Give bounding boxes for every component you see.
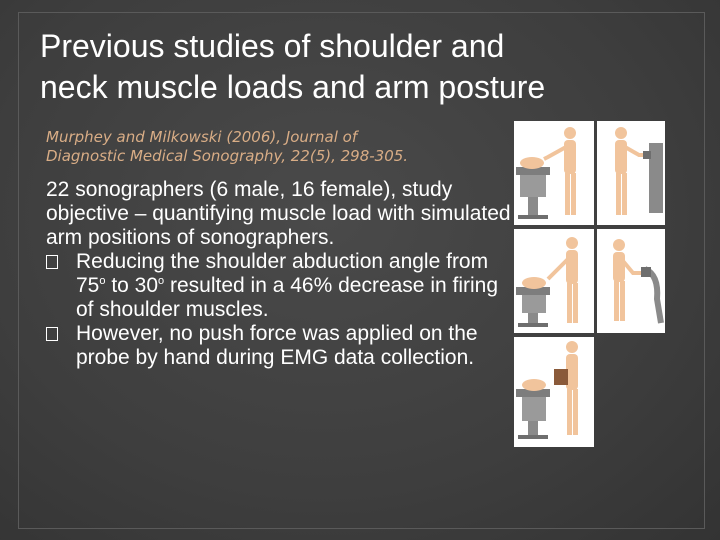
degree-superscript-1: o (99, 275, 106, 287)
posture-figure-1-side (514, 121, 594, 225)
posture-figure-2-front (597, 229, 665, 333)
checkbox-bullet-icon (46, 327, 58, 341)
title-line-1: Previous studies of shoulder and (40, 28, 505, 64)
posture-figure-3-side (514, 337, 594, 447)
bullet-2-text: However, no push force was applied on the probe by hand during EMG data collection. (76, 322, 478, 369)
bullet-item-2 (46, 322, 516, 370)
citation-line-1: Murphey and Milkowski (2006), Journal of (46, 128, 358, 146)
degree-superscript-2: o (158, 275, 165, 287)
bullet-1-text-b: to 30 (105, 274, 159, 297)
title-line-2: neck muscle loads and arm posture (40, 69, 546, 105)
intro-paragraph: 22 sonographers (6 male, 16 female), study objective – quantifying muscle load with simulated arm positions of sonographers. (46, 178, 511, 249)
posture-figure-1-front (597, 121, 665, 225)
checkbox-bullet-icon (46, 255, 58, 269)
body-text (46, 178, 516, 370)
bullet-1-text-c: resulted in a 46% decrease in firing of shoulder muscles. (76, 274, 499, 321)
citation (46, 128, 516, 166)
bullet-1-text-a: Reducing the shoulder abduction angle from 75 (76, 250, 489, 297)
slide-title (40, 26, 660, 108)
citation-line-2: Diagnostic Medical Sonography, 22(5), 298-305. (46, 147, 409, 165)
bullet-item-1 (46, 250, 516, 322)
posture-figure-2-side (514, 229, 594, 333)
